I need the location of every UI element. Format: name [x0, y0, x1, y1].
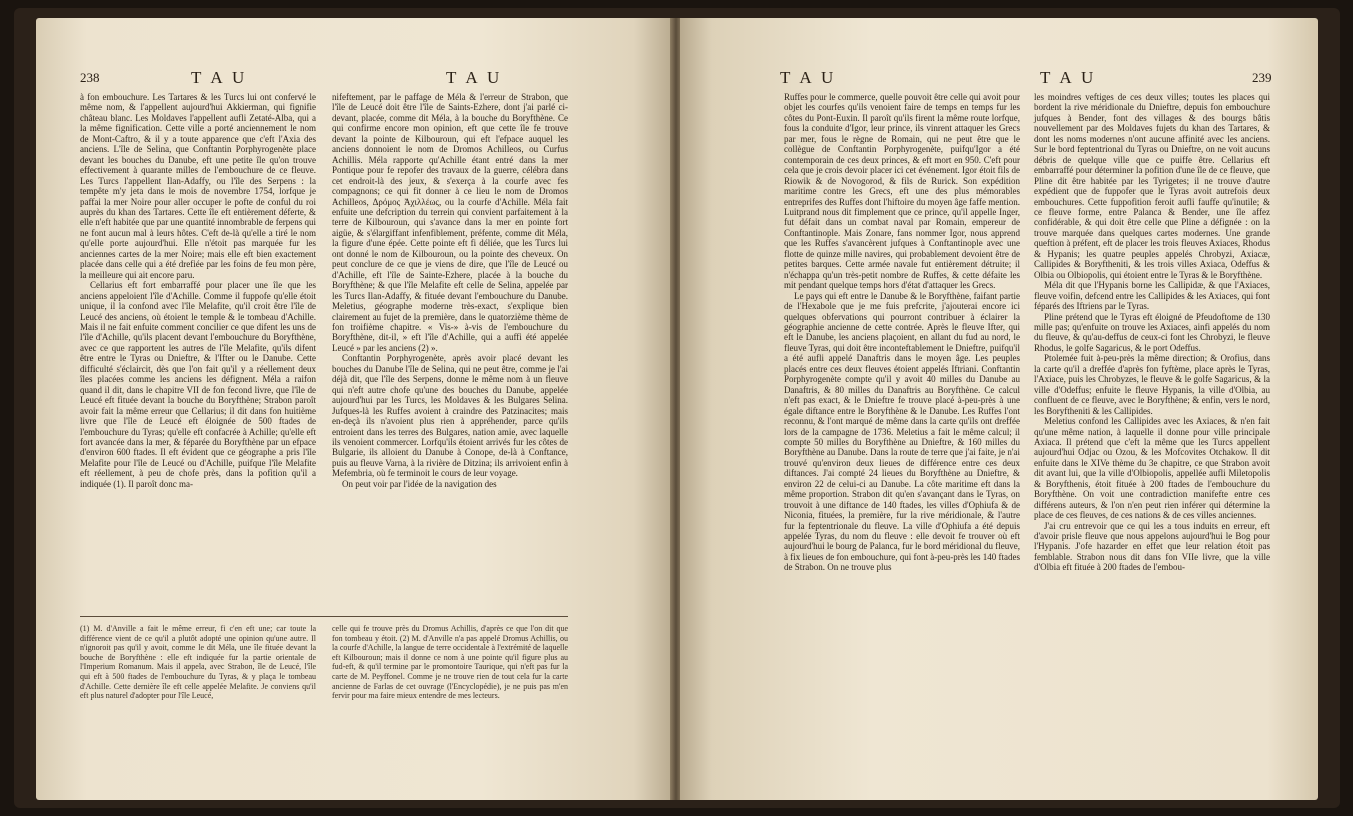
paragraph: à fon embouchure. Les Tartares & les Turcs lui ont confervé le même nom, & l'appellent aujourd'hui Akkierman, qui fignifie château blanc. Les Moldaves l'appellent aufli Zetaté-Alba, qui a la même fignification. Cette ville a porté anciennement le nom de Mont-Caftro, & il y a toute apparence que c'eft l'Axia des anciens. L'île de Selina, que Conftantin Porphyrogenète place devant les bouches du Danube, eft une petite île qu'on trouve effectivement à quarante milles de l'embouchure de ce fleuve. Les Turcs l'appellent Ilan-Adaffy, ou l'île des Serpens : la tempête m'y jeta dans le mois de novembre 1754, lorfque je paffai la mer Noire pour aller occuper le pofte de conful du roi auprès du khan des Tartares. Cette île eft entièrement déferte, & elle n'eft habitée que par une quantité innombrable de ferpens qui ne font aucun mal à leurs hôtes. C'eft de-là qu'elle a tiré le nom qu'elle porte aujourd'hui. Elle n'étoit pas marquée fur les anciennes cartes de la mer Noire; mais elle eft bien exactement placée dans celle qui a été drefiée par les foins de feu mon père, la meilleure qui ait encore paru.	[80, 92, 316, 280]
left-page-number: 238	[80, 70, 100, 85]
left-running-head-2: T A U	[446, 68, 503, 87]
paragraph: On peut voir par l'idée de la navigation des	[342, 478, 497, 489]
paragraph: Meletius confond les Callipides avec les Axiaces, & n'en fait qu'une même nation, à laquelle il donne pour ville principale Axiaca. Il prétend que c'eft la même que les Turcs appellent aujourd'hui Odjac ou Ozou, & les Mofcovites Otchakow. Il dit enfuite dans le XIVe thème du 3e chapitre, ce que Strabon avoit dit avant lui, que la ville d'Olbiopolis, appellée aufli Miletopolis & Boryfthenis, étoit fituée à 200 ftades de l'embouchure du Boryfthène. On voit une contradiction manifefte entre ces différens auteurs, & l'on n'en peut rien inférer qui détermine la place de ces fleuves, de ces nations & de ces villes anciennes.	[1034, 416, 1270, 521]
left-running-head-1: T A U	[191, 68, 248, 87]
book-spread	[14, 8, 1340, 808]
right-page	[680, 18, 1318, 800]
paragraph: Ruffes pour le commerce, quelle pouvoit être celle qui avoit pour objet les courfes qu'ils venoient faire de temps en temps fur les côtes du Pont-Euxin. Il paroît qu'ils firent la même route lorfque, fous la conduite d'Igor, leur prince, ils vinrent attaquer les Grecs par mer, fous le règne de Romain, qui ne peut être que le collègue de Conftantin Porphyrogenète, puifqu'Igor a été contemporain de ces deux princes, & eft mort en 950. C'eft pour cela que je crois devoir placer ici cet événement. Igor étoit fils de Riowik & de Novogorod, & fils de Rurick. Son expédition maritime contre les Grecs, eft une des plus mémorables entreprifes des Ruffes dont l'hiftoire du moyen âge faffe mention. Luitprand nous dit fimplement que ce prince, qu'il appelle Inger, fut défait dans un combat naval par Romain, empereur de Conftantinople. Mais Zonare, fans nommer Igor, nous apprend que les Ruffes s'avancèrent jufques à Conftantinople avec une flotte de quinze mille navires, qui probablement devoient être de petites barques. Cette armée navale fut entièrement détruite; il n'échappa qu'un très-petit nombre de Ruffes, & cette défaite les mit pendant quelque temps hors d'état d'attaquer les Grecs.	[784, 92, 1020, 291]
right-page-number: 239	[1252, 70, 1272, 85]
paragraph: Conftantin Porphyrogenète, après avoir placé devant les bouches du Danube l'île de Selina, qui ne peut être, comme je l'ai déjà dit, que l'île des Serpens, donne le même nom à un fleuve qui n'eft autre chofe qu'une des bouches du Danube, appelée aujourd'hui par les Turcs, les Moldaves & les Bulgares Selina. Jufques-là les Ruffes avoient à craindre des Patzinacites; mais en-deçà ils n'avoient plus rien à appréhender, parce qu'ils entroient dans les terres des Bulgares, nation amie, avec laquelle ils venoient commercer. Lorfqu'ils étoient arrivés fur les côtes de Bulgarie, ils alloient du Danube à Conope, de-là à Conftance, puis au fleuve Varna, à la rivière de Ditzina; ils arrivoient enfin à Mefembria, où fe terminoit le cours de leur voyage.	[332, 353, 568, 479]
paragraph: nifeftement, par le paffage de Méla & l'erreur de Strabon, que l'île de Leucé doit être l'île de Saints-Ezhere, dont j'ai parlé ci-devant, placée, comme dit Méla, à la bouche du Boryfthène. Ce qui confirme encore mon opinion, eft que cette île fe trouve devant la pointe de Kilbouroun, qui eft l'efpace auquel les anciens donnoient le nom de Dromos Achilleos, ou Curfus Achillis. Méla rapporte qu'Achille étant entré dans la mer Pontique pour fe repofer des travaux de la guerre, célébra dans cet endroit-là des jeux, & s'exerça à la courfe avec fes compagnons; ce qui fit donner à ce lieu le nom de Dromos Achilleos, Δρόμος Ἀχιλλέως, ou la courfe d'Achille. Méla fait enfuite une defcription du terrein qui convient parfaitement à la terre de Kilbouroun, qui s'avance dans la mer en pointe fort aigüe, & s'élargiffant infenfiblement, préfente, comme dit Méla, la figure d'une épée. Cette pointe eft fi déliée, que les Turcs lui ont donné le nom de Kilbouroun, ou la pointe des cheveux. On peut conclure de ce que je viens de dire, que l'île de Leucé ou d'Achille, eft l'île de Sainte-Ezhere, placée à la bouche du Boryfthène; & que l'île Melafite eft celle de Selina, appelée par les Turcs Ilan-Adaffy, & fituée devant l'embouchure du Danube. Meletius, géographe moderne très-exact, s'explique bien clairement au fujet de la première, dans le quatorzième thème de fon troifième chapitre. « Vis-» à-vis de l'embouchure du Boryfthène, dit-il, » eft l'île d'Achille, qui a auffi été appelée Leucé » par les anciens (2) ».	[332, 92, 568, 353]
paragraph: Pline prétend que le Tyras eft éloigné de Pfeudoftome de 130 mille pas; qu'enfuite on trouve les Axiaces, ainfi appelés du nom du fleuve, & qu'au-deffus de ceux-ci font les Chrobyzi, le fleuve Rhodus, le golfe Sagaricus, & le port Odeffus.	[1034, 311, 1270, 353]
left-column-2	[332, 92, 568, 489]
right-running-head-2: T A U	[1040, 68, 1097, 87]
footnote-1: (1) M. d'Anville a fait le même erreur, fi c'en eft une; car toute la différence vient de ce qu'il a plutôt adopté une opinion qu'une autre. Il n'ignoroit pas qu'il y avoit, comme le dit Méla, une île fituée devant la bouche de Boryfthène : elle eft indiquée fur la partie orientale de l'Imperium Romanum. Mais il appela, avec Strabon, île de Leucé, l'île qui eft à 500 ftades de l'embouchure du Tyras, & y plaça le tombeau d'Achille. Cette dernière île eft celle appelée Melafite. Je conviens qu'il eft plus naturel d'adopter pour l'île Leucé,	[80, 624, 316, 701]
footnote-2: celle qui fe trouve près du Dromus Achillis, d'après ce que l'on dit que fon tombeau y étoit. (2) M. d'Anville n'a pas appelé Dromus Achillis, ou la courfe d'Achille, la langue de terre occidentale à l'extrémité de laquelle eft Kilbouroun; mais il donne ce nom à une pointe qu'il figure plus au fud-eft, & qu'il termine par le promontoire Taurique, qui n'eft pas fur la carte de M. Peyffonel. Comme je ne trouve rien de tout cela fur la carte ancienne de Farlas de cet ouvrage (l'Encyclopédie), je ne puis pas m'en fervir pour ma faire mieux entendre de mes lecteurs.	[332, 624, 568, 701]
right-column-2	[1034, 92, 1270, 573]
left-page	[36, 18, 672, 800]
paragraph: Méla dit que l'Hypanis borne les Callipidæ, & que l'Axiaces, fleuve voifin, defcend entre les Callipides & les Axiaces, qui font féparés des Iftriens par le Tyras.	[1034, 280, 1270, 312]
right-column-1	[784, 92, 1020, 573]
paragraph: Cellarius eft fort embarraffé pour placer une île que les anciens appeloient l'île d'Achille. Comme il fuppofe qu'elle étoit unique, il la confond avec l'île Melafite, qu'il croit être l'île de Leucé des anciens, où étoient le temple & le tombeau d'Achille. Mais il ne fait enfuite comment concilier ce que difent les uns de l'île d'Achille, qu'ils placent devant l'embouchure du Boryfthène, avec ce que rapportent les autres de l'île Melafite, qu'ils difent être entre le Tyras ou Dnieftre, & l'Ifter ou le Danube. Cette difficulté s'éclaircit, dès que l'on fait qu'il y a réellement deux îles placées comme les anciens les défignent. Méla a raifon quand il dit, dans le chapitre VII de fon fecond livre, que l'île de Leucé eft fituée devant la bouche du Boryfthène; Strabon paroît avoir fait la même erreur que Cellarius; il dit dans fon huitième livre que l'île de Leucé eft éloignée de 500 ftades de l'embouchure du Tyras; qu'elle eft confacrée à Achille; qu'elle eft fort avancée dans la mer, & féparée du Boryfthène par un efpace d'environ 600 ftades. Il eft évident que ce géographe a pris l'île Melafite pour l'île de Leucé ou d'Achille, puifque l'île Melafite eft réellement, à peu de chofe près, dans la pofition qu'il a indiquée (1). Il paroît donc ma-	[80, 280, 316, 489]
footnote-rule	[80, 616, 568, 617]
paragraph: Le pays qui eft entre le Danube & le Boryfthène, faifant partie de l'Hexabole que je me fuis prefcrite, j'ajouterai encore ici quelques obfervations qui pourront contribuer à éclairer la géographie ancienne de cette contrée. Après le fleuve Ifter, qui eft le Danube, les anciens plaçoient, en allant du fud au nord, le fleuve Tyras, qui doit être inconteftablement le Dnieftre, puifqu'il a été aufli appelé Danaftris dans le moyen âge. Les peuples placés entre ces deux fleuves étoient appelés Iftriani. Conftantin Porphyrogenète compte qu'il y avoit 40 milles du Danube au Danaftris, & 80 milles du Danaftris au Boryfthène. Ce calcul n'eft pas exact, & le Dnieftre fe trouve placé à-peu-près à une égale diftance entre le Boryfthène & le Danube. Les Ruffes l'ont reconnu, & l'ont marqué de même dans la carte qu'ils ont dreffée lors de la campagne de 1736. Meletius a fait le même calcul; il compte 50 milles du Boryfthène au Dnieftre, & 160 milles du Boryfthène au Danube. Dans la route de terre que j'ai faite, je n'ai trouvé qu'environ deux lieues de différence entre ces deux diftances. J'ai compté 24 lieues du Boryfthène au Dnieftre, & environ 22 de celui-ci au Danube. La côte maritime eft dans la même proportion. Strabon dit qu'en s'avançant dans le Tyras, on trouvoit à une diftance de 140 ftades, les villes d'Ophiufa & de Niconia, fituées, la première, fur la rive méridionale, & l'autre fur la feptentrionale du fleuve. La ville d'Ophiufa a été depuis appelée Tyras, du nom du fleuve : elle devoit fe trouver où eft aujourd'hui le bourg de Palanca, fur le bord méridional du fleuve, à fix lieues de fon embouchure, qui font à-peu-près les 140 ftades de Strabon. On ne trouve plus	[784, 290, 1020, 573]
paragraph: J'ai cru entrevoir que ce qui les a tous induits en erreur, eft d'avoir prisle fleuve que nous appelons aujourd'hui le Bog pour l'Hypanis. J'ofe hazarder en effet que leur relation étoit pas femblable. Strabon nous dit dans fon VIIe livre, que la ville d'Olbia eft fituée à 200 ftades de l'embou-	[1034, 520, 1270, 573]
paragraph: les moindres veftiges de ces deux villes; toutes les places qui bordent la rive méridionale du Dnieftre, depuis fon embouchure jufques à Bender, font des villages & des bourgs bâtis nouvellement par des Moldaves fujets du khan des Tartares, & dont les noms modernes n'ont aucune affinité avec les anciens. Sur le bord feptentrional du Tyras ou Dnieftre, on ne voit aucuns débris de quelque ville que ce puiffe être. Cellarius eft embarraffé pour déterminer la pofition d'une île de ce fleuve, que Pline dit être habitée par les Tyrigetes; il ne trouve d'autre expédient que de fuppofer que le Tyras avoit autrefois deux embouchures. Cette fuppofition feroit aufli fauffe qu'inutile; & ce fleuve forme, entre Palanca & Bender, une île affez confidérable, & qui doit être celle que Pline a défignée : on la trouve marquée dans quelques cartes modernes. Une grande queftion à préfent, eft de placer les trois fleuves Axiaces, Rhodus & Hypanis; les quatre peuples appelés Chrobyzi, Axiacæ, Callipides & Boryftheniti, & les trois villes Axiaca, Odeffus & Olbia ou Olbiopolis, qui étoient entre le Tyras & le Boryfthène.	[1034, 92, 1270, 280]
left-column-1	[80, 92, 316, 489]
right-running-head-1: T A U	[780, 68, 837, 87]
paragraph: Ptolemée fuit à-peu-près la même direction; & Orofius, dans la carte qu'il a dreffée d'après fon fyftème, place après le Tyras, l'Axiace, puis les Chrobyzes, le fleuve & le golfe Sagaricus, & la ville d'Odeffus; enfuite le fleuve Hypanis, la ville d'Olbia, au confluent de ce fleuve, avec le Boryfthène; & enfin, vers le nord, les Boryftheniti & les Callipides.	[1034, 353, 1270, 416]
